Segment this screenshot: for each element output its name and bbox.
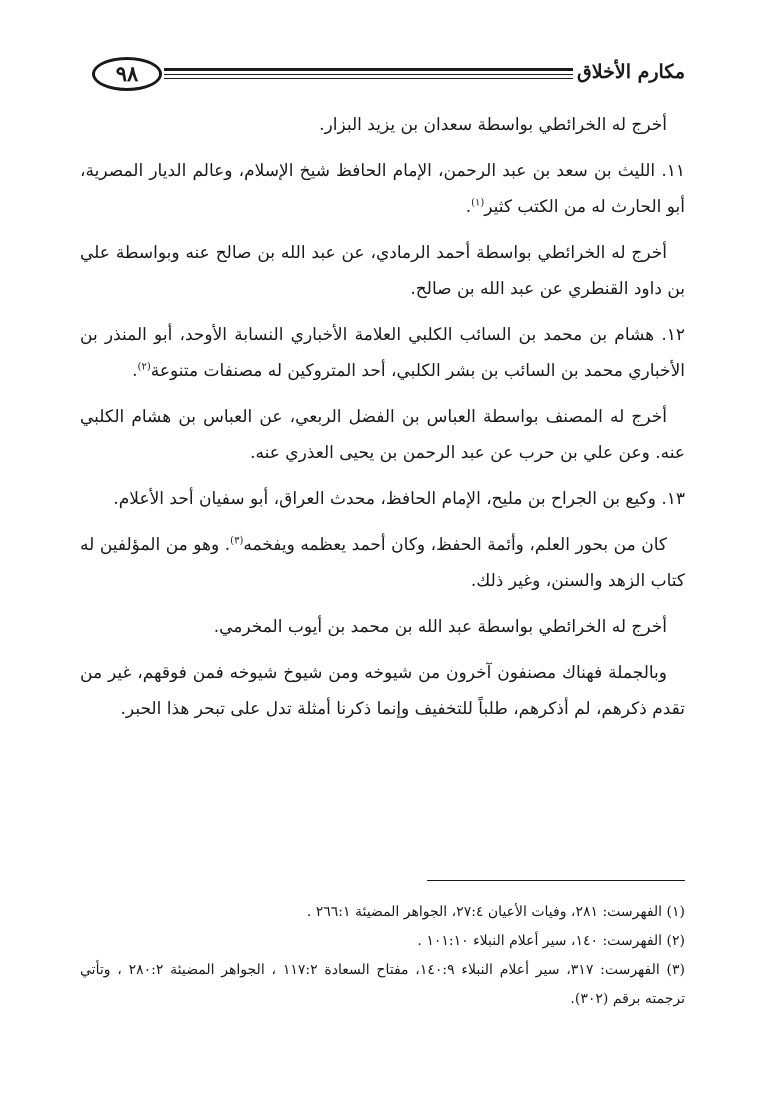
main-text bbox=[80, 107, 685, 737]
footnote: (١) الفهرست: ٢٨١، وفيات الأعيان ٢٧:٤، الجواهر المضيئة ٢٦٦:١ . bbox=[306, 904, 685, 920]
header-rule bbox=[164, 78, 573, 79]
footnote-separator bbox=[427, 880, 685, 881]
paragraph: وبالجملة فهناك مصنفون آخرون من شيوخه ومن شيوخ شيوخه فمن فوقهم، غير من تقدم ذكرهم، لم أذكرهم، طلباً للتخفيف وإنما ذكرنا أمثلة تدل على تبحر هذا الحبر. bbox=[80, 663, 685, 719]
page-number: ٩٨ bbox=[92, 57, 162, 91]
footnote-ref: (٣) bbox=[230, 535, 244, 547]
paragraph: ١٣. وكيع بن الجراح بن مليح، الإمام الحافظ، محدث العراق، أبو سفيان أحد الأعلام. bbox=[113, 489, 685, 509]
paragraph: ١٢. هشام بن محمد بن السائب الكلبي العلامة الأخباري النسابة الأوحد، أبو المنذر بن الأخباري محمد بن السائب بن بشر الكلبي، أحد المتروكين له مصنفات متنوعة$^{(٢)}$. bbox=[80, 325, 685, 381]
page-header bbox=[80, 57, 685, 97]
book-title: مكارم الأخلاق bbox=[577, 61, 685, 83]
paragraph: أخرج له الخرائطي بواسطة أحمد الرمادي، عن عبد الله بن صالح عنه وبواسطة علي بن داود القنطري عن عبد الله بن صالح. bbox=[80, 243, 685, 299]
paragraph: أخرج له الخرائطي بواسطة سعدان بن يزيد البزار. bbox=[319, 115, 667, 135]
footnote: (٢) الفهرست: ١٤٠، سير أعلام النبلاء ١٠١:١٠ . bbox=[417, 933, 685, 949]
footnote: (٣) الفهرست: ٣١٧، سير أعلام النبلاء ١٤٠:٩، مفتاح السعادة ١١٧:٢ ، الجواهر المضيئة ٢٨٠:٢ ، وتأتي ترجمته برقم (٣٠٢). bbox=[80, 962, 685, 1007]
paragraph: كان من بحور العلم، وأئمة الحفظ، وكان أحمد يعظمه ويفخمه$^{(٣)}$. وهو من المؤلفين له كتاب الزهد والسنن، وغير ذلك. bbox=[80, 535, 685, 591]
footnotes bbox=[80, 898, 685, 1014]
paragraph: أخرج له الخرائطي بواسطة عبد الله بن محمد بن أيوب المخرمي. bbox=[213, 617, 667, 637]
header-rule bbox=[164, 74, 573, 75]
paragraph: أخرج له المصنف بواسطة العباس بن الفضل الربعي، عن العباس بن هشام الكلبي عنه. وعن علي بن حرب عن عبد الرحمن بن يحيى العذري عنه. bbox=[80, 407, 685, 463]
footnote-ref: (٢) bbox=[137, 361, 151, 373]
paragraph: ١١. الليث بن سعد بن عبد الرحمن، الإمام الحافظ شيخ الإسلام، وعالم الديار المصرية، أبو الحارث له من الكتب كثير$^{(١)}$. bbox=[80, 161, 685, 217]
footnote-ref: (١) bbox=[471, 197, 485, 209]
header-rule bbox=[164, 68, 573, 71]
